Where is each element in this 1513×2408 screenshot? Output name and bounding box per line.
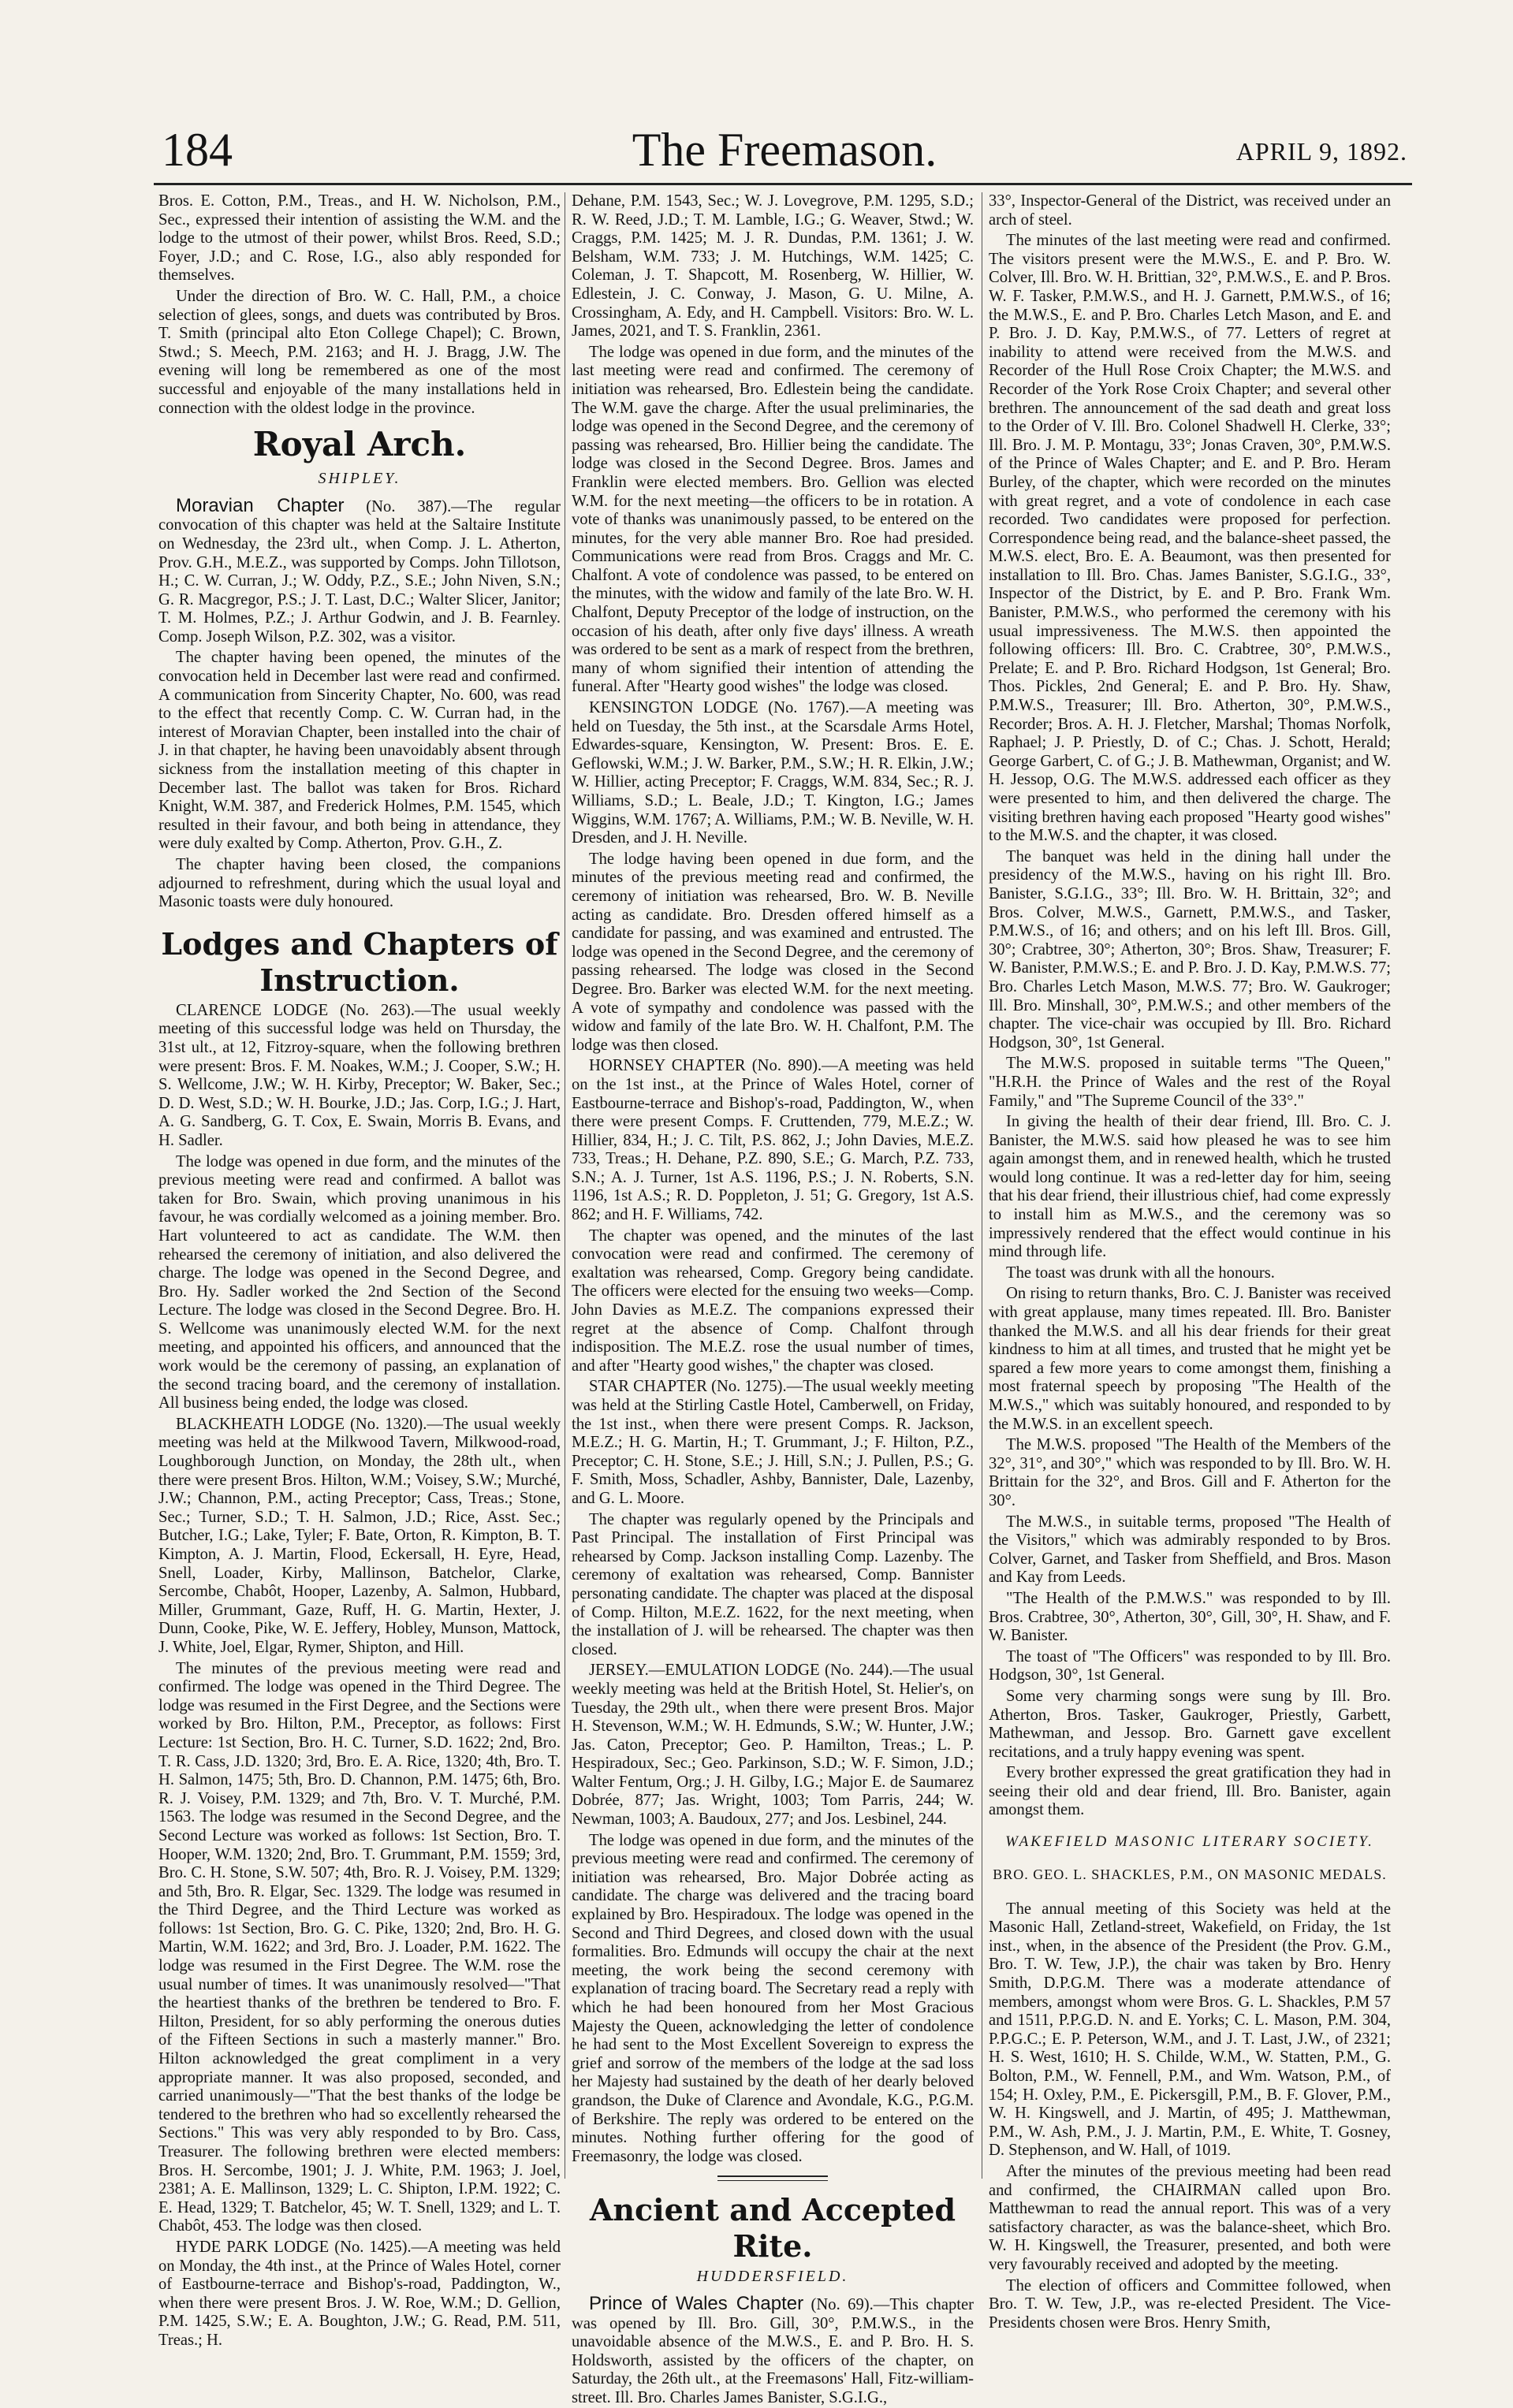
article-paragraph: The chapter was opened, and the minutes of the last convocation were read and confirmed. The ceremony of exaltation was rehearsed, Comp. Gregory being candidate. The officers were elected for the ensuing two weeks—Comp. John Davies as M.E.Z. The companions expressed their regret at the absence of Comp. Chalfont through indisposition. The M.E.Z. rose the usual number of times, and after "Hearty good wishes," the chapter was closed. bbox=[572, 1226, 974, 1375]
article-paragraph: Some very charming songs were sung by Ill. Bro. Atherton, Bros. Tasker, Gaukroger, Priestly, Garbett, Mathewman, and Jessop. Bro. Garnett gave excellent recitations, and a truly happy evening was spent. bbox=[989, 1687, 1391, 1761]
article-paragraph: STAR CHAPTER (No. 1275).—The usual weekly meeting was held at the Stirling Castle Hotel, Camberwell, on Friday, the 1st inst., when there were present Comps. R. Jackson, M.E.Z.; H. G. Martin, H.; T. Grummant, J.; F. Hilton, P.Z., Preceptor; C. H. Stone, S.E.; J. Hill, S.N.; J. Pullen, P.S.; G. F. Smith, Moss, Schadler, Ashby, Bannister, Dale, Lazenby, and G. L. Moore. bbox=[572, 1378, 974, 1507]
article-paragraph: The annual meeting of this Society was held at the Masonic Hall, Zetland-street, Wakefield, on Friday, the 1st inst., when, in the absence of the President (the Prov. G.M., Bro. T. W. Tew, J.P.), the chair was taken by Bro. Henry Smith, D.P.G.M. There was a moderate attendance of members, amongst whom were Bros. G. L. Shackles, P.M 57 and 1511, P.P.G.D. N. and E. Yorks; C. L. Mason, P.M. 304, P.P.G.C.; E. P. Peterson, W.M., and J. T. Last, J.W., of 2321; H. S. West, 1610; H. S. Childe, W.M., W. Statten, P.M., G. Bolton, P.M., W. Fennell, P.M., and Wm. Watson, P.M., of 154; H. Oxley, P.M., E. Pickersgill, P.M., B. F. Glover, P.M., W. H. Kingswell, and J. Martin, of 495; J. Matthewman, P.M., W. Ash, P.M., J. J. Martin, P.M., E. White, T. Gosney, D. Stephenson, and W. Hall, of 1019. bbox=[989, 1900, 1391, 2160]
article-paragraph: The election of officers and Committee followed, when Bro. T. W. Tew, J.P., was re-elected President. The Vice-Presidents chosen were Bros. Henry Smith, bbox=[989, 2276, 1391, 2332]
article-paragraph: The lodge was opened in due form, and the minutes of the previous meeting were read and confirmed. The ceremony of initiation was rehearsed, Bro. Major Dobrée acting as candidate. The charge was delivered and the tracing board explained by Bro. Hespiradoux. The lodge was opened in the Second and Third Degrees, and closed down with the usual formalities. Bro. Edmunds will occupy the chair at the next meeting, the work being the second ceremony with explanation of tracing board. The Secretary read a reply with which he had been honoured from her Most Gracious Majesty the Queen, acknowledging the letter of condolence he had sent to the Most Excellent Sovereign to express the grief and sorrow of the members of the lodge at the sad loss her Majesty had sustained by the death of her dearly beloved grandson, the Duke of Clarence and Avondale, K.G., P.G.M. of Berkshire. The reply was ordered to be entered on the minutes. Nothing further offering for the good of Freemasonry, the lodge was closed. bbox=[572, 1831, 974, 2165]
article-paragraph: KENSINGTON LODGE (No. 1767).—A meeting was held on Tuesday, the 5th inst., at the Scarsdale Arms Hotel, Edwardes-square, Kensington, W. Present: Bros. E. E. Geflowski, W.M.; J. W. Barker, P.M., S.W.; H. R. Elkin, J.W.; W. Hillier, acting Preceptor; F. Craggs, W.M. 834, Sec.; R. J. Williams, S.D.; L. Beale, J.D.; T. Kington, I.G.; James Wiggins, W.M. 1767; A. Williams, P.M.; W. B. Neville, W. H. Dresden, and J. H. Neville. bbox=[572, 699, 974, 847]
column-1 bbox=[158, 192, 561, 2349]
place-heading: HUDDERSFIELD. bbox=[696, 2268, 849, 2286]
section-heading-lodges: Lodges and Chapters of bbox=[161, 925, 558, 962]
article-paragraph: Bros. E. Cotton, P.M., Treas., and H. W. Nicholson, P.M., Sec., expressed their intention of assisting the W.M. and the lodge to the utmost of their power, whilst Bros. Reed, S.D.; Foyer, J.D.; and C. Rose, I.G., also ably responded for themselves. bbox=[158, 192, 561, 285]
article-paragraph: The chapter having been opened, the minutes of the convocation held in December last were read and confirmed. A communication from Sincerity Chapter, No. 600, was read to the effect that recently Comp. C. W. Curran had, in the interest of Moravian Chapter, been installed into the chair of J. in that chapter, he having been unavoidably absent through sickness from the installation meeting of this chapter in December last. The ballot was taken for Bros. Richard Knight, W.M. 387, and Frederick Holmes, P.M. 1545, which resulted in their favour, and both being in attendance, they were duly exalted by Comp. Atherton, Prov. G.H., Z. bbox=[158, 649, 561, 853]
article-paragraph: The minutes of the last meeting were read and confirmed. The visitors present were the M.W.S., E. and P. Bro. W. Colver, Ill. Bro. W. H. Brittian, 32°, P.M.W.S., E. and P. Bros. W. F. Tasker, P.M.W.S., and H. J. Garnett, P.M.W.S., of 16; the M.W.S., E. and P. Bro. Charles Letch Mason, and E. and P. Bro. J. D. Kay, P.M.W.S., of 77. Letters of regret at inability to attend were received from the M.W.S. and Recorder of the Hull Rose Croix Chapter; the M.W.S. and Recorder of the York Rose Croix Chapter; and several other brethren. The announcement of the sad death and great loss to the Order of V. Ill. Bro. Colonel Shadwell H. Clerke, 33°; Ill. Bro. J. M. P. Montagu, 33°; Jonas Craven, 30°, P.M.W.S. of the Prince of Wales Chapter; and E. and P. Bro. Heram Burley, of the chapter, which were recorded on the minutes with great regret, and a vote of condolence in each case recorded. Two candidates were proposed for perfection. Correspondence being read, and the balance-sheet passed, the M.W.S. elect, Bro. E. A. Beaumont, was then presented for installation to Ill. Bro. Chas. James Banister, S.G.I.G., 33°, Inspector of the District, by E. and P. Bro. Frank Wm. Banister, P.M.W.S., who performed the ceremony with his usual impressiveness. The M.W.S. then appointed the following officers: Ill. Bro. C. Crabtree, 30°, P.M.W.S., Prelate; E. and P. Bro. Richard Hodgson, 1st General; Bro. Thos. Pickles, 2nd General; E. and P. Bro. Hy. Shaw, P.M.W.S., Treasurer; Ill. Bro. Atherton, 30°, P.M.W.S., Recorder; Bros. A. H. J. Fletcher, Marshal; Thomas Norfolk, Raphael; J. P. Priestly, D. of C.; Chas. J. Schott, Herald; George Garbert, C. of G.; J. B. Mathewman, Organist; and W. H. Jessop, O.G. The M.W.S. addressed each officer as they were presented to him, and then delivered the charge. The visiting brethren having each proposed "Hearty good wishes" to the M.W.S. and the chapter, it was closed. bbox=[989, 232, 1391, 845]
section-heading-wakefield: WAKEFIELD MASONIC LITERARY SOCIETY. bbox=[1005, 1833, 1374, 1851]
article-paragraph: Under the direction of Bro. W. C. Hall, P.M., a choice selection of glees, songs, and duets was contributed by Bros. T. Smith (principal alto Eton College Chapel); C. Brown, Stwd.; S. Meech, P.M. 2163; and H. J. Bragg, J.W. The evening will long be remembered as one of the most successful and enjoyable of the many installations held in connection with the oldest lodge in the province. bbox=[158, 287, 561, 417]
place-heading: SHIPLEY. bbox=[318, 470, 401, 488]
chapter-lead: Moravian Chapter bbox=[176, 494, 345, 516]
section-subheading: BRO. GEO. L. SHACKLES, P.M., ON MASONIC MEDALS. bbox=[993, 1866, 1387, 1882]
article-paragraph: The lodge was opened in due form, and the minutes of the previous meeting were read and confirmed. A ballot was taken for Bro. Swain, which proving unanimous in his favour, he was cordially welcomed as a joining member. Bro. Hart volunteered to act as candidate. The W.M. then rehearsed the ceremony of initiation, and also delivered the charge. The lodge was opened in the Second Degree, and Bro. Hy. Sadler worked the 2nd Section of the Second Lecture. The lodge was closed in the Second Degree. Bro. H. S. Wellcome was unanimously elected W.M. for the next meeting, and appointed his officers, and announced that the work would be the ceremony of passing, an explanation of the second tracing board, and the ceremony of installation. All business being ended, the lodge was closed. bbox=[158, 1152, 561, 1412]
article-paragraph: HYDE PARK LODGE (No. 1425).—A meeting was held on Monday, the 4th inst., at the Prince of Wales Hotel, corner of Eastbourne-terrace and Bishop's-road, Paddington, W., when there were present Bros. J. W. Roe, W.M.; D. Gellion, P.M. 1425, S.W.; E. A. Boughton, J.W.; G. Read, P.M. 511, Treas.; H. bbox=[158, 2238, 561, 2349]
section-heading-instruction: Instruction. bbox=[259, 962, 460, 998]
newspaper-title: The Freemason. bbox=[632, 124, 937, 176]
header-rule bbox=[154, 183, 1412, 185]
article-paragraph: The M.W.S. proposed in suitable terms "The Queen," "H.R.H. the Prince of Wales and the rest of the Royal Family," and "The Supreme Council of the 33°." bbox=[989, 1055, 1391, 1110]
article-paragraph: BLACKHEATH LODGE (No. 1320).—The usual weekly meeting was held at the Milkwood Tavern, Milkwood-road, Loughborough Junction, on Monday, the 28th ult., when there were present Bros. Hilton, W.M.; Voisey, S.W.; Murché, J.W.; Channon, P.M., acting Preceptor; Cass, Treas.; Stone, Sec.; Turner, S.D.; T. H. Salmon, J.D.; Rice, Asst. Sec.; Butcher, I.G.; Lake, Tyler; F. Bate, Orton, R. Kimpton, B. T. Kimpton, A. J. Martin, Flood, Eckersall, H. Eyre, Head, Snell, Loader, Kirby, Mallinson, Batchelor, Clarke, Sercombe, Chabôt, Hooper, Lazenby, A. Salmon, Hubbard, Miller, Grummant, Gaze, Ruff, H. G. Martin, Hexter, J. Dunn, Cooke, Pike, W. E. Jeffery, Hobley, Munson, Mattock, J. White, Joel, Elgar, Rymer, Shipton, and Hill. bbox=[158, 1415, 561, 1656]
article-paragraph: On rising to return thanks, Bro. C. J. Banister was received with great applause, many times repeated. Ill. Bro. Banister thanked the M.W.S. and all his dear friends for their great kindness to him at all times, and trusted that he might yet be spared a few more years to come amongst them, finishing a most fraternal speech by proposing "The Health of the M.W.S.," which was suitably honoured, and responded to by the M.W.S. in an excellent speech. bbox=[989, 1285, 1391, 1433]
article-text: (No. 69).—This chapter was opened by Ill. Bro. Gill, 30°, P.M.W.S., in the unavoidable absence of the M.W.S., E. and P. Bro. H. S. Holdsworth, assisted by the officers of the chapter, on Saturday, the 26th ult., at the Freemasons' Hall, Fitz-william-street. Ill. Bro. Charles James Banister, S.G.I.G., bbox=[572, 2295, 975, 2406]
article-paragraph: "The Health of the P.M.W.S." was responded to by Ill. Bros. Crabtree, 30°, Atherton, 30°, Gill, 30°, H. Shaw, and F. W. Banister. bbox=[989, 1589, 1391, 1645]
article-paragraph: After the minutes of the previous meeting had been read and confirmed, the CHAIRMAN called upon Bro. Matthewman to read the annual report. This was of a very satisfactory character, as was the balance-sheet, which Bro. W. H. Kingswell, the Treasurer, presented, and both were very favourably received and adopted by the meeting. bbox=[989, 2162, 1391, 2273]
article-paragraph: The toast was drunk with all the honours. bbox=[1006, 1264, 1275, 1282]
article-paragraph: The chapter having been closed, the companions adjourned to refreshment, during which the usual loyal and Masonic toasts were duly honoured. bbox=[158, 856, 561, 911]
article-paragraph: CLARENCE LODGE (No. 263).—The usual weekly meeting of this successful lodge was held on Thursday, the 31st ult., at 12, Fitzroy-square, when the following brethren were present: Bros. F. M. Noakes, W.M.; J. Cooper, S.W.; H. S. Wellcome, J.W.; W. H. Kirby, Preceptor; W. Baker, Sec.; D. D. West, S.D.; W. H. Bourke, J.D.; Jas. Corp, I.G.; J. Hart, A. G. Sandberg, G. T. Cox, E. Swain, Morris B. Evans, and H. Sadler. bbox=[158, 1001, 561, 1149]
article-paragraph: The banquet was held in the dining hall under the presidency of the M.W.S., having on his right Ill. Bro. Banister, S.G.I.G., 33°; Ill. Bro. W. H. Brittain, 32°; and Bros. Colver, M.W.S., Garnett, P.M.W.S., and Tasker, P.M.W.S., of 16; and others; and on his left Ill. Bros. Gill, 30°; Crabtree, 30°; Atherton, 30°; Bros. Shaw, Treasurer; F. W. Banister, P.M.W.S.; E. and P. Bro. J. D. Kay, P.M.W.S. 77; Bro. Charles Letch Mason, M.W.S. 77; Bro. W. Gaukroger; Ill. Bro. Minshall, 30°, P.M.W.S.; and other members of the chapter. The vice-chair was occupied by Ill. Bro. Richard Hodgson, 30°, 1st General. bbox=[989, 847, 1391, 1051]
section-heading-royal-arch: Royal Arch. bbox=[252, 425, 467, 464]
article-paragraph: The lodge was opened in due form, and the minutes of the last meeting were read and confirmed. The ceremony of initiation was rehearsed, Bro. Edlestein being the candidate. The W.M. gave the charge. After the usual preliminaries, the lodge was opened in the Second Degree, and the ceremony of passing was rehearsed, Bro. Hillier being the candidate. The lodge was closed in the Second Degree. Bros. James and Franklin were elected members. Bro. Gellion was elected W.M. for the next meeting—the officers to be in rotation. A vote of thanks was unanimously passed, to be entered on the minutes, for the very able manner Bro. Roe had presided. Communications were read from Bros. Craggs and Mr. C. Chalfont. A vote of condolence was passed, to be entered on the minutes, with the widow and family of the late Bro. W. H. Chalfont, Deputy Preceptor of the lodge of instruction, on the occasion of his death, after only five days' illness. A wreath was ordered to be sent as a mark of respect from the brethren, many of whom signified their intention of attending the funeral. After "Hearty good wishes" the lodge was closed. bbox=[572, 343, 974, 696]
issue-date: APRIL 9, 1892. bbox=[1235, 137, 1407, 166]
article-paragraph: The M.W.S. proposed "The Health of the Members of the 32°, 31°, and 30°," which was responded to by Ill. Bro. W. H. Brittain for the 32°, and Bros. Gill and F. Atherton for the 30°. bbox=[989, 1436, 1391, 1509]
article-paragraph: JERSEY.—EMULATION LODGE (No. 244).—The usual weekly meeting was held at the British Hotel, St. Helier's, on Tuesday, the 29th ult., when there were present Bros. Major H. Stevenson, W.M.; W. H. Edmunds, S.W.; W. Hunter, J.W.; Jas. Caton, Preceptor; Geo. P. Hamilton, Treas.; L. P. Hespiradoux, Sec.; Geo. Parkinson, S.D.; W. F. Simon, J.D.; Walter Fentum, Org.; J. H. Gilby, I.G.; Major E. de Saumarez Dobrée, 877; Jas. Wright, 1003; Tom Parris, 244; W. Newman, 1003; A. Baudoux, 277; and Jos. Lesbinel, 244. bbox=[572, 1662, 974, 1829]
article-paragraph: Dehane, P.M. 1543, Sec.; W. J. Lovegrove, P.M. 1295, S.D.; R. W. Reed, J.D.; T. M. Lamble, I.G.; G. Weaver, Stwd.; W. Craggs, P.M. 1425; M. J. R. Dundas, P.M. 1361; J. W. Belsham, W.M. 733; J. M. Hutchings, W.M. 1425; C. Coleman, J. T. Shapcott, M. Rosenberg, W. Hillier, W. Edlestein, J. C. Conway, J. Mason, G. U. Milne, A. Crossingham, A. Edy, and H. Campbell. Visitors: Bro. W. L. James, 2021, and T. S. Franklin, 2361. bbox=[572, 192, 974, 341]
article-paragraph: The minutes of the previous meeting were read and confirmed. The lodge was opened in the Third Degree. The lodge was resumed in the First Degree, and the Sections were worked by Bro. Hilton, P.M., Preceptor, as follows: First Lecture: 1st Section, Bro. H. C. Turner, S.D. 1622; 2nd, Bro. T. R. Cass, J.D. 1320; 3rd, Bro. E. A. Rice, 1320; 4th, Bro. T. H. Salmon, 1475; 5th, Bro. D. Channon, P.M. 1475; 6th, Bro. R. J. Voisey, P.M. 1329; and 7th, Bro. V. T. Murché, P.M. 1563. The lodge was resumed in the Second Degree, and the Second Lecture was worked as follows: 1st Section, Bro. T. Hooper, W.M. 1320; 2nd, Bro. T. Grummant, P.M. 1559; 3rd, Bro. C. H. Stone, S.W. 507; 4th, Bro. R. J. Voisey, P.M. 1329; and 5th, Bro. R. Elgar, Sec. 1329. The lodge was resumed in the Third Degree, and the Third Lecture was worked as follows: 1st Section, Bro. G. C. Pike, 1320; 2nd, Bro. H. G. Martin, W.M. 1622; and 3rd, Bro. J. Loader, P.M. 1622. The lodge was resumed in the First Degree. The W.M. rose the usual number of times. It was unanimously resolved—"That the heartiest thanks of the brethren be tendered to Bro. F. Hilton, President, for so ably performing the onerous duties of the Fifteen Sections in such a masterly manner." Bro. Hilton acknowledged the great compliment in a very appropriate manner. It was also proposed, seconded, and carried unanimously—"That the best thanks of the lodge be tendered to the brethren who had so excellently rehearsed the Sections." This was very ably responded to by Bro. Cass, Treasurer. The following brethren were elected members: Bros. H. Sercombe, 1901; J. J. White, P.M. 1963; J. Joel, 2381; A. E. Mallinson, 1329; L. C. Shipton, I.P.M. 1922; C. E. Head, 1329; T. Batchelor, 45; W. T. Snell, 1329; and L. T. Chabôt, 453. The lodge was then closed. bbox=[158, 1659, 561, 2235]
article-paragraph: Every brother expressed the great gratification they had in seeing their old and dear friend, Ill. Bro. Banister, again amongst them. bbox=[989, 1764, 1391, 1819]
column-2 bbox=[572, 192, 975, 2406]
page-number: 184 bbox=[162, 124, 233, 176]
chapter-lead: Prince of Wales Chapter bbox=[589, 2292, 804, 2314]
section-heading-ancient-rite: Ancient and Accepted Rite. bbox=[589, 2192, 956, 2265]
ornament-rule bbox=[717, 2175, 828, 2181]
article-paragraph: The lodge having been opened in due form, and the minutes of the previous meeting read and confirmed, the ceremony of initiation was rehearsed, Bro. W. B. Neville acting as candidate. Bro. Dresden offered himself as a candidate for passing, and was examined and entrusted. The lodge was opened in the Second Degree, and the ceremony of passing rehearsed. The lodge was closed in the Second Degree. Bro. Barker was elected W.M. for the next meeting. A vote of sympathy and condolence was passed with the widow and family of the late Bro. W. H. Chalfont, P.M. The lodge was then closed. bbox=[572, 850, 974, 1054]
article-paragraph: The toast of "The Officers" was responded to by Ill. Bro. Hodgson, 30°, 1st General. bbox=[989, 1647, 1391, 1684]
article-text: (No. 387).—The regular convocation of this chapter was held at the Saltaire Institute on Wednesday, the 23rd ult., when Comp. J. L. Atherton, Prov. G.H., M.E.Z., was supported by Comps. John Tillotson, H.; C. W. Curran, J.; W. Oddy, P.Z., S.E.; John Niven, S.N.; G. R. Macgregor, P.S.; J. T. Last, D.C.; Walter Slicer, Janitor; T. M. Holmes, P.Z.; J. Arthur Godwin, and J. B. Fearnley. Comp. Joseph Wilson, P.Z. 302, was a visitor. bbox=[158, 497, 561, 646]
article-paragraph: HORNSEY CHAPTER (No. 890).—A meeting was held on the 1st inst., at the Prince of Wales Hotel, corner of Eastbourne-terrace and Bishop's-road, Paddington, W., when there were present Comps. F. Cruttenden, 779, M.E.Z.; W. Hillier, 834, H.; J. C. Tilt, P.S. 862, J.; John Davies, M.E.Z. 733, Treas.; H. Dehane, P.Z. 890, S.E.; G. March, P.Z. 733, S.N.; A. J. Turner, 1st A.S. 1196, P.S.; J. N. Roberts, S.N. 1196, 1st A.S.; R. D. Poppleton, J. 51; G. Gregory, 1st A.S. 862; and H. F. Williams, 742. bbox=[572, 1057, 974, 1224]
article-paragraph: 33°, Inspector-General of the District, was received under an arch of steel. bbox=[989, 192, 1391, 229]
column-3 bbox=[989, 192, 1391, 2332]
article-paragraph: The chapter was regularly opened by the Principals and Past Principal. The installation of First Principal was rehearsed by Comp. Jackson installing Comp. Lazenby. The ceremony of exaltation was rehearsed, Comp. Bannister personating candidate. The chapter was placed at the disposal of Comp. Hilton, M.E.Z. 1622, for the next meeting, when the installation of J. will be rehearsed. The chapter was then closed. bbox=[572, 1510, 974, 1658]
article-paragraph: In giving the health of their dear friend, Ill. Bro. C. J. Banister, the M.W.S. said how pleased he was to see him again amongst them, and in renewed health, which he trusted would long continue. It was a red-letter day for him, seeing that his dear friend, their illustrious chief, had come expressly to install him as M.W.S., and the ceremony was so impressively rendered that the effect would continue in his mind through life. bbox=[989, 1113, 1391, 1261]
article-paragraph: The M.W.S., in suitable terms, proposed "The Health of the Visitors," which was admirably responded to by Bros. Colver, Garnet, and Tasker from Sheffield, and Bros. Mason and Kay from Leeds. bbox=[989, 1513, 1391, 1587]
page-header bbox=[162, 126, 1407, 181]
